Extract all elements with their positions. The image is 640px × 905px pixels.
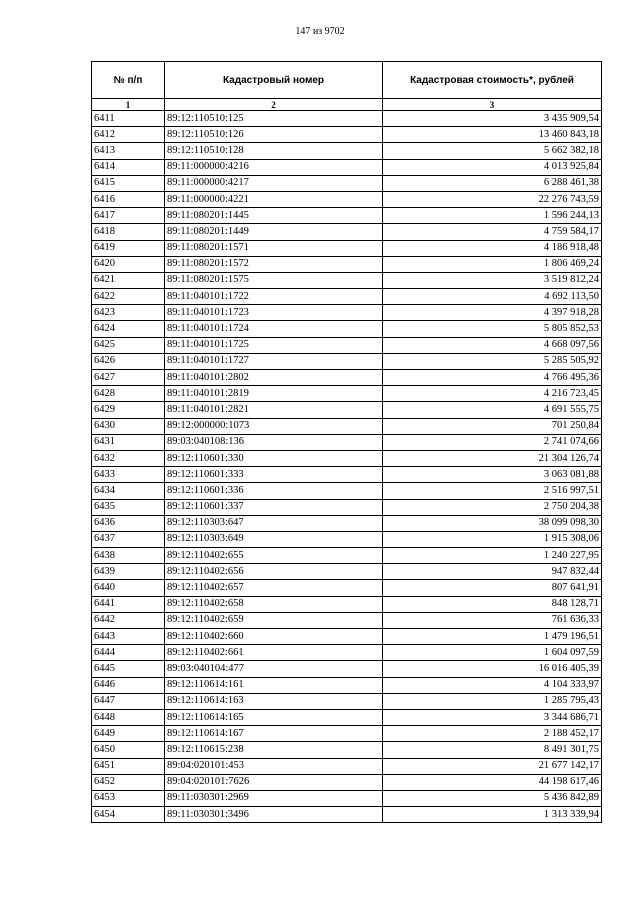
- cadastral-number-cell: 89:11:040101:2819: [165, 386, 383, 402]
- cadastral-number-cell: 89:11:000000:4221: [165, 191, 383, 207]
- cadastral-value-cell: 4 104 333,97: [383, 677, 602, 693]
- cadastral-number-cell: 89:12:000000:1073: [165, 418, 383, 434]
- row-number-cell: 6417: [92, 208, 165, 224]
- cadastral-value-cell: 4 013 925,84: [383, 159, 602, 175]
- table-row: [92, 175, 602, 191]
- row-number-cell: 6442: [92, 612, 165, 628]
- table-row: [92, 127, 602, 143]
- row-number-cell: 6441: [92, 596, 165, 612]
- cadastral-value-cell: 1 596 244,13: [383, 208, 602, 224]
- row-number-cell: 6448: [92, 709, 165, 725]
- cadastral-value-cell: 1 479 196,51: [383, 629, 602, 645]
- cadastral-number-cell: 89:11:000000:4217: [165, 175, 383, 191]
- cadastral-number-cell: 89:12:110402:659: [165, 612, 383, 628]
- table-row: [92, 289, 602, 305]
- cadastral-number-cell: 89:12:110402:655: [165, 548, 383, 564]
- row-number-cell: 6439: [92, 564, 165, 580]
- cadastral-number-cell: 89:12:110510:126: [165, 127, 383, 143]
- cadastral-number-cell: 89:12:110402:657: [165, 580, 383, 596]
- table-row: [92, 596, 602, 612]
- table-row: [92, 693, 602, 709]
- row-number-cell: 6440: [92, 580, 165, 596]
- cadastral-value-cell: 3 519 812,24: [383, 272, 602, 288]
- cadastral-number-cell: 89:03:040104:477: [165, 661, 383, 677]
- column-header-row: [92, 62, 602, 99]
- row-number-cell: 6429: [92, 402, 165, 418]
- table-row: [92, 337, 602, 353]
- column-header-cadastral-value: Кадастровая стоимость*, рублей: [383, 62, 602, 99]
- row-number-cell: 6444: [92, 645, 165, 661]
- table-row: [92, 321, 602, 337]
- row-number-cell: 6451: [92, 758, 165, 774]
- cadastral-number-cell: 89:12:110402:661: [165, 645, 383, 661]
- cadastral-value-cell: 3 435 909,54: [383, 111, 602, 127]
- row-number-cell: 6420: [92, 256, 165, 272]
- cadastral-number-cell: 89:12:110615:238: [165, 742, 383, 758]
- cadastral-number-cell: 89:11:030301:3496: [165, 807, 383, 823]
- cadastral-value-cell: 4 186 918,48: [383, 240, 602, 256]
- row-number-cell: 6443: [92, 629, 165, 645]
- cadastral-number-cell: 89:12:110601:333: [165, 467, 383, 483]
- cadastral-number-cell: 89:12:110601:330: [165, 450, 383, 466]
- row-number-cell: 6419: [92, 240, 165, 256]
- column-header-number: № п/п: [92, 62, 165, 99]
- row-number-cell: 6435: [92, 499, 165, 515]
- row-number-cell: 6449: [92, 726, 165, 742]
- row-number-cell: 6434: [92, 483, 165, 499]
- cadastral-number-cell: 89:12:110402:658: [165, 596, 383, 612]
- table-row: [92, 629, 602, 645]
- table-row: [92, 208, 602, 224]
- cadastral-number-cell: 89:12:110303:649: [165, 531, 383, 547]
- table-row: [92, 726, 602, 742]
- table-row: [92, 240, 602, 256]
- row-number-cell: 6427: [92, 370, 165, 386]
- row-number-cell: 6416: [92, 191, 165, 207]
- cadastral-value-cell: 8 491 301,75: [383, 742, 602, 758]
- table-row: [92, 370, 602, 386]
- cadastral-number-cell: 89:11:040101:1723: [165, 305, 383, 321]
- cadastral-number-cell: 89:12:110601:337: [165, 499, 383, 515]
- cadastral-number-cell: 89:12:110614:163: [165, 693, 383, 709]
- cadastral-number-cell: 89:11:000000:4216: [165, 159, 383, 175]
- cadastral-value-cell: 1 915 308,06: [383, 531, 602, 547]
- table-row: [92, 677, 602, 693]
- cadastral-value-cell: 1 313 339,94: [383, 807, 602, 823]
- table-row: [92, 256, 602, 272]
- row-number-cell: 6453: [92, 790, 165, 806]
- row-number-cell: 6436: [92, 515, 165, 531]
- table-row: [92, 515, 602, 531]
- table-row: [92, 143, 602, 159]
- cadastral-value-cell: 761 636,33: [383, 612, 602, 628]
- table-row: [92, 661, 602, 677]
- table-row: [92, 645, 602, 661]
- cadastral-number-cell: 89:12:110510:128: [165, 143, 383, 159]
- row-number-cell: 6431: [92, 434, 165, 450]
- cadastral-value-cell: 848 128,71: [383, 596, 602, 612]
- table-row: [92, 450, 602, 466]
- cadastral-number-cell: 89:11:040101:1722: [165, 289, 383, 305]
- table-row: [92, 224, 602, 240]
- table-row: [92, 467, 602, 483]
- row-number-cell: 6425: [92, 337, 165, 353]
- cadastral-number-cell: 89:11:030301:2969: [165, 790, 383, 806]
- cadastral-value-cell: 4 766 495,36: [383, 370, 602, 386]
- cadastral-value-cell: 21 304 126,74: [383, 450, 602, 466]
- cadastral-value-cell: 13 460 843,18: [383, 127, 602, 143]
- cadastral-number-cell: 89:12:110510:125: [165, 111, 383, 127]
- column-number-1: 1: [92, 99, 165, 111]
- row-number-cell: 6426: [92, 353, 165, 369]
- table-row: [92, 774, 602, 790]
- cadastral-value-table: [91, 61, 602, 823]
- table-row: [92, 531, 602, 547]
- cadastral-value-cell: 3 063 081,88: [383, 467, 602, 483]
- column-number-2: 2: [165, 99, 383, 111]
- cadastral-value-cell: 4 759 584,17: [383, 224, 602, 240]
- row-number-cell: 6450: [92, 742, 165, 758]
- row-number-cell: 6413: [92, 143, 165, 159]
- table-header: [92, 62, 602, 111]
- cadastral-number-cell: 89:11:040101:1724: [165, 321, 383, 337]
- table-row: [92, 548, 602, 564]
- table-row: [92, 418, 602, 434]
- row-number-cell: 6415: [92, 175, 165, 191]
- cadastral-number-cell: 89:12:110614:167: [165, 726, 383, 742]
- table-row: [92, 402, 602, 418]
- cadastral-number-cell: 89:11:080201:1572: [165, 256, 383, 272]
- row-number-cell: 6418: [92, 224, 165, 240]
- table-row: [92, 499, 602, 515]
- cadastral-value-cell: 22 276 743,59: [383, 191, 602, 207]
- cadastral-number-cell: 89:12:110303:647: [165, 515, 383, 531]
- cadastral-number-cell: 89:12:110614:165: [165, 709, 383, 725]
- row-number-cell: 6447: [92, 693, 165, 709]
- row-number-cell: 6424: [92, 321, 165, 337]
- column-number-3: 3: [383, 99, 602, 111]
- cadastral-value-cell: 6 288 461,38: [383, 175, 602, 191]
- column-header-cadastral-number: Кадастровый номер: [165, 62, 383, 99]
- table-row: [92, 305, 602, 321]
- row-number-cell: 6414: [92, 159, 165, 175]
- cadastral-number-cell: 89:12:110614:161: [165, 677, 383, 693]
- row-number-cell: 6423: [92, 305, 165, 321]
- row-number-cell: 6454: [92, 807, 165, 823]
- cadastral-number-cell: 89:12:110402:656: [165, 564, 383, 580]
- table-row: [92, 564, 602, 580]
- table-row: [92, 612, 602, 628]
- table-row: [92, 159, 602, 175]
- table-row: [92, 790, 602, 806]
- cadastral-number-cell: 89:04:020101:7626: [165, 774, 383, 790]
- row-number-cell: 6438: [92, 548, 165, 564]
- row-number-cell: 6446: [92, 677, 165, 693]
- cadastral-value-cell: 38 099 098,30: [383, 515, 602, 531]
- row-number-cell: 6452: [92, 774, 165, 790]
- cadastral-value-cell: 44 198 617,46: [383, 774, 602, 790]
- cadastral-number-cell: 89:12:110402:660: [165, 629, 383, 645]
- cadastral-value-cell: 1 806 469,24: [383, 256, 602, 272]
- cadastral-number-cell: 89:11:040101:2821: [165, 402, 383, 418]
- cadastral-number-cell: 89:11:040101:1725: [165, 337, 383, 353]
- column-number-row: [92, 99, 602, 111]
- cadastral-value-cell: 4 692 113,50: [383, 289, 602, 305]
- cadastral-number-cell: 89:12:110601:336: [165, 483, 383, 499]
- row-number-cell: 6428: [92, 386, 165, 402]
- row-number-cell: 6411: [92, 111, 165, 127]
- table-row: [92, 386, 602, 402]
- cadastral-value-cell: 4 668 097,56: [383, 337, 602, 353]
- cadastral-value-cell: 5 662 382,18: [383, 143, 602, 159]
- cadastral-value-cell: 3 344 686,71: [383, 709, 602, 725]
- cadastral-value-cell: 2 516 997,51: [383, 483, 602, 499]
- row-number-cell: 6433: [92, 467, 165, 483]
- cadastral-number-cell: 89:11:040101:1727: [165, 353, 383, 369]
- row-number-cell: 6422: [92, 289, 165, 305]
- table-row: [92, 709, 602, 725]
- table-row: [92, 580, 602, 596]
- cadastral-number-cell: 89:11:080201:1575: [165, 272, 383, 288]
- row-number-cell: 6412: [92, 127, 165, 143]
- cadastral-number-cell: 89:03:040108:136: [165, 434, 383, 450]
- row-number-cell: 6430: [92, 418, 165, 434]
- cadastral-value-cell: 2 188 452,17: [383, 726, 602, 742]
- table-row: [92, 742, 602, 758]
- cadastral-number-cell: 89:11:080201:1445: [165, 208, 383, 224]
- cadastral-value-cell: 16 016 405,39: [383, 661, 602, 677]
- cadastral-value-cell: 1 604 097,59: [383, 645, 602, 661]
- cadastral-value-cell: 5 285 505,92: [383, 353, 602, 369]
- cadastral-number-cell: 89:04:020101:453: [165, 758, 383, 774]
- cadastral-number-cell: 89:11:080201:1449: [165, 224, 383, 240]
- table-row: [92, 353, 602, 369]
- cadastral-value-cell: 2 750 204,38: [383, 499, 602, 515]
- table-row: [92, 111, 602, 127]
- cadastral-value-cell: 5 805 852,53: [383, 321, 602, 337]
- table-row: [92, 483, 602, 499]
- table-body: [92, 111, 602, 823]
- table-row: [92, 758, 602, 774]
- row-number-cell: 6445: [92, 661, 165, 677]
- cadastral-number-cell: 89:11:040101:2802: [165, 370, 383, 386]
- table-row: [92, 272, 602, 288]
- cadastral-number-cell: 89:11:080201:1571: [165, 240, 383, 256]
- cadastral-value-cell: 4 691 555,75: [383, 402, 602, 418]
- row-number-cell: 6421: [92, 272, 165, 288]
- row-number-cell: 6437: [92, 531, 165, 547]
- row-number-cell: 6432: [92, 450, 165, 466]
- table-row: [92, 191, 602, 207]
- table-row: [92, 434, 602, 450]
- cadastral-value-cell: 947 832,44: [383, 564, 602, 580]
- cadastral-value-cell: 2 741 074,66: [383, 434, 602, 450]
- page-number-header: 147 из 9702: [295, 26, 345, 37]
- table-row: [92, 807, 602, 823]
- cadastral-value-cell: 1 285 795,43: [383, 693, 602, 709]
- cadastral-value-cell: 1 240 227,95: [383, 548, 602, 564]
- cadastral-value-cell: 5 436 842,89: [383, 790, 602, 806]
- cadastral-value-cell: 701 250,84: [383, 418, 602, 434]
- cadastral-value-cell: 4 397 918,28: [383, 305, 602, 321]
- cadastral-value-cell: 807 641,91: [383, 580, 602, 596]
- cadastral-value-cell: 21 677 142,17: [383, 758, 602, 774]
- cadastral-value-cell: 4 216 723,45: [383, 386, 602, 402]
